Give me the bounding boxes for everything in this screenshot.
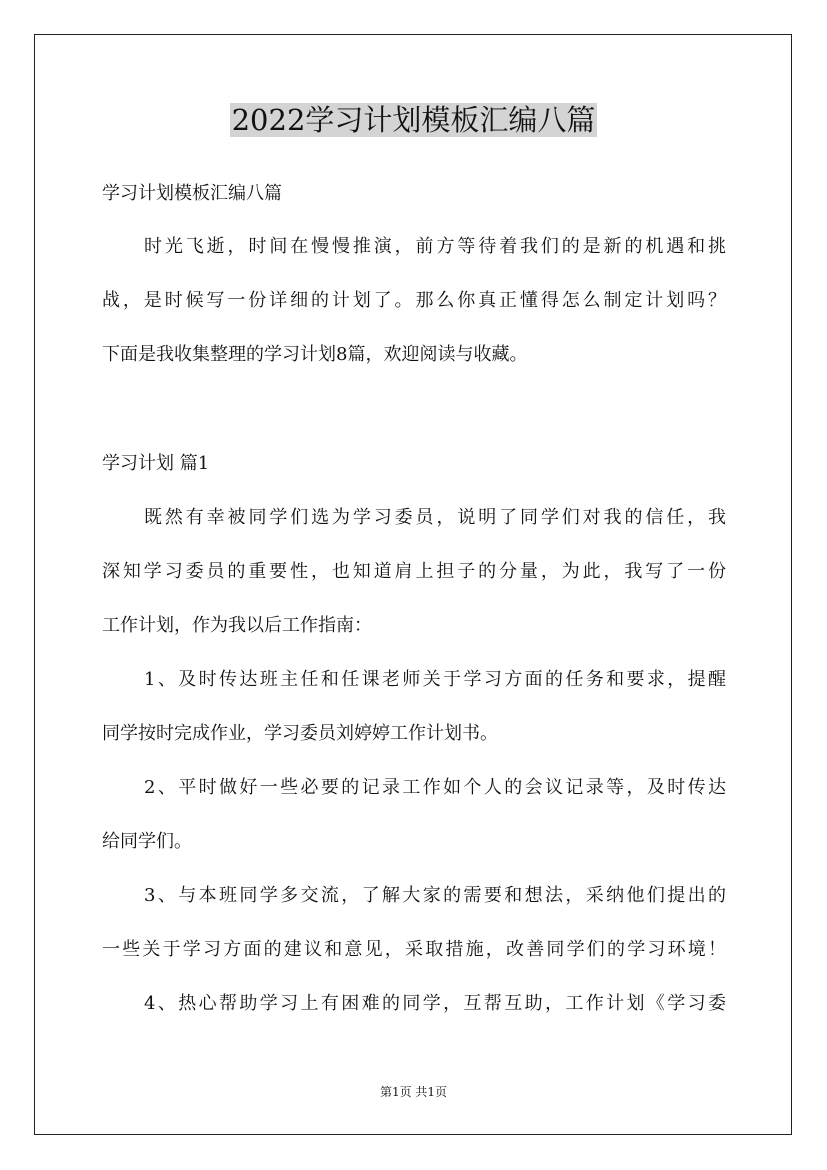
body-line: 深知学习委员的重要性，也知道肩上担子的分量，为此，我写了一份	[102, 561, 726, 582]
body-line: 2、平时做好一些必要的记录工作如个人的会议记录等，及时传达	[144, 777, 726, 798]
document-title-text: 2022学习计划模板汇编八篇	[231, 103, 596, 137]
body-line: 一些关于学习方面的建议和意见，采取措施，改善同学们的学习环境！	[102, 939, 726, 960]
intro-line: 下面是我收集整理的学习计划8篇，欢迎阅读与收藏。	[102, 344, 528, 365]
intro-line: 战，是时候写一份详细的计划了。那么你真正懂得怎么制定计划吗？	[102, 290, 726, 311]
body-line: 给同学们。	[102, 831, 192, 852]
document-subtitle: 学习计划模板汇编八篇	[102, 183, 282, 204]
intro-line: 时光飞逝，时间在慢慢推演，前方等待着我们的是新的机遇和挑	[144, 236, 726, 257]
body-line: 同学按时完成作业，学习委员刘婷婷工作计划书。	[102, 723, 498, 744]
body-line: 3、与本班同学多交流，了解大家的需要和想法，采纳他们提出的	[144, 885, 726, 906]
section-heading: 学习计划 篇1	[102, 453, 210, 474]
document-title	[0, 98, 827, 142]
body-line: 既然有幸被同学们选为学习委员，说明了同学们对我的信任，我	[144, 507, 726, 528]
body-line: 1、及时传达班主任和任课老师关于学习方面的任务和要求，提醒	[144, 669, 726, 690]
page-footer: 第1页 共1页	[379, 1085, 448, 1099]
body-line: 4、热心帮助学习上有困难的同学，互帮互助，工作计划《学习委	[144, 993, 726, 1014]
body-line: 工作计划，作为我以后工作指南：	[102, 615, 372, 636]
